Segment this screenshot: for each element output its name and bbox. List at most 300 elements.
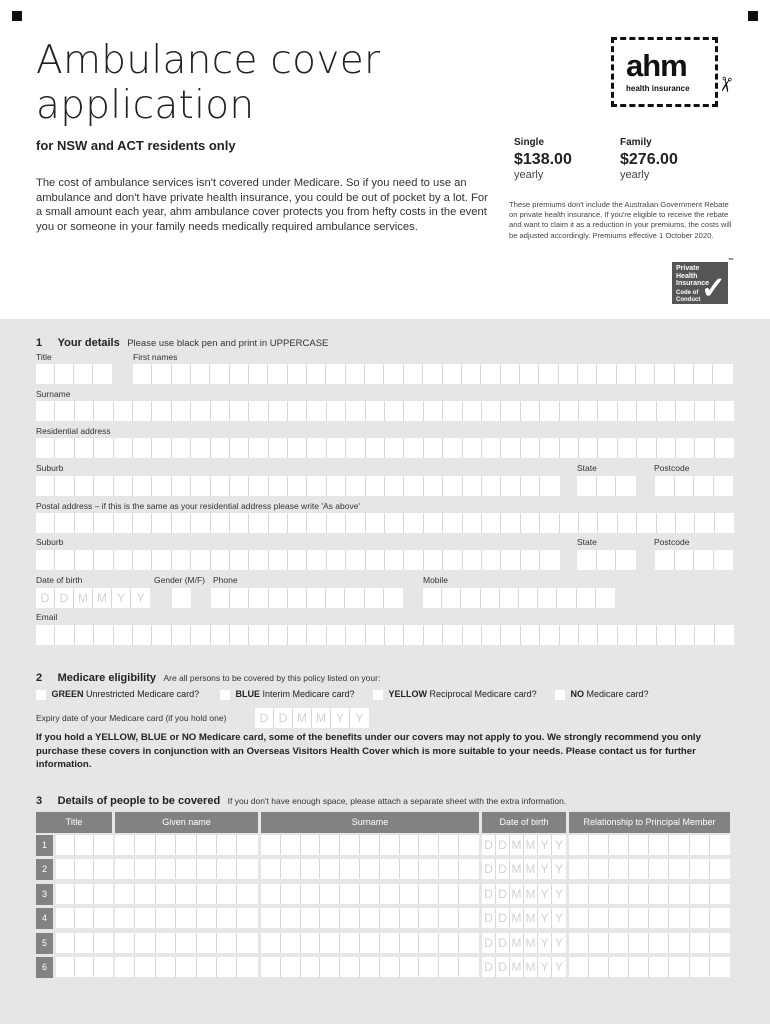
char-box[interactable] (676, 513, 695, 533)
char-box[interactable] (307, 364, 326, 384)
char-box[interactable] (94, 957, 113, 977)
char-box[interactable] (459, 908, 479, 928)
char-box[interactable] (690, 908, 710, 928)
char-box[interactable] (366, 513, 385, 533)
char-box[interactable] (404, 625, 423, 645)
char-box[interactable] (156, 933, 176, 953)
char-box[interactable] (346, 438, 365, 458)
char-box[interactable] (690, 957, 710, 977)
char-box[interactable] (419, 884, 439, 904)
char-box[interactable] (56, 933, 75, 953)
char-box[interactable]: D (496, 835, 510, 855)
char-box[interactable] (133, 401, 152, 421)
char-box[interactable] (617, 364, 636, 384)
char-box[interactable] (569, 933, 589, 953)
char-box[interactable] (237, 957, 257, 977)
postcode-field[interactable] (655, 476, 733, 496)
char-box[interactable] (55, 401, 74, 421)
char-box[interactable] (459, 933, 479, 953)
char-box[interactable] (713, 364, 732, 384)
char-box[interactable] (75, 933, 94, 953)
char-box[interactable] (197, 933, 217, 953)
char-box[interactable]: M (524, 884, 538, 904)
char-box[interactable] (288, 401, 307, 421)
char-box[interactable]: D (482, 835, 496, 855)
char-box[interactable]: Y (552, 957, 566, 977)
medicare-option-none[interactable] (555, 689, 649, 700)
medicare-option-green[interactable] (36, 689, 199, 700)
title-field[interactable] (36, 364, 112, 384)
char-box[interactable] (261, 859, 281, 879)
char-box[interactable] (326, 588, 345, 608)
char-box[interactable] (366, 476, 385, 496)
char-box[interactable] (269, 438, 288, 458)
char-box[interactable]: M (524, 908, 538, 928)
char-box[interactable] (462, 364, 481, 384)
char-box[interactable] (629, 933, 649, 953)
char-box[interactable] (423, 364, 442, 384)
date-of-birth-field[interactable] (36, 588, 150, 608)
char-box[interactable] (340, 835, 360, 855)
char-box[interactable] (597, 550, 617, 570)
char-box[interactable]: M (93, 588, 112, 608)
char-box[interactable] (714, 476, 734, 496)
char-box[interactable] (172, 625, 191, 645)
char-box[interactable] (618, 625, 637, 645)
char-box[interactable] (217, 908, 237, 928)
char-box[interactable] (249, 438, 268, 458)
char-box[interactable] (269, 401, 288, 421)
char-box[interactable] (597, 476, 617, 496)
char-box[interactable] (424, 476, 443, 496)
char-box[interactable] (36, 550, 55, 570)
char-box[interactable] (288, 588, 307, 608)
char-box[interactable] (649, 835, 669, 855)
char-box[interactable] (715, 625, 734, 645)
char-box[interactable] (94, 476, 113, 496)
char-box[interactable] (609, 884, 629, 904)
char-box[interactable] (230, 625, 249, 645)
char-box[interactable] (569, 884, 589, 904)
person-date-of-birth-field[interactable] (482, 859, 566, 879)
char-box[interactable]: Y (552, 884, 566, 904)
char-box[interactable] (237, 908, 257, 928)
mobile-field[interactable] (423, 588, 615, 608)
email-field[interactable] (36, 625, 734, 645)
char-box[interactable]: D (482, 957, 496, 977)
char-box[interactable] (481, 364, 500, 384)
char-box[interactable] (501, 550, 520, 570)
char-box[interactable] (197, 835, 217, 855)
char-box[interactable] (114, 476, 133, 496)
char-box[interactable] (424, 550, 443, 570)
char-box[interactable] (114, 438, 133, 458)
char-box[interactable] (461, 588, 480, 608)
char-box[interactable] (598, 438, 617, 458)
char-box[interactable] (501, 513, 520, 533)
char-box[interactable] (94, 835, 113, 855)
char-box[interactable] (288, 550, 307, 570)
char-box[interactable] (56, 884, 75, 904)
char-box[interactable] (443, 364, 462, 384)
char-box[interactable] (501, 438, 520, 458)
char-box[interactable] (211, 588, 230, 608)
char-box[interactable] (307, 588, 326, 608)
char-box[interactable] (133, 476, 152, 496)
char-box[interactable] (176, 859, 196, 879)
char-box[interactable]: D (36, 588, 55, 608)
char-box[interactable] (301, 908, 321, 928)
char-box[interactable] (307, 438, 326, 458)
char-box[interactable] (152, 550, 171, 570)
char-box[interactable] (366, 550, 385, 570)
char-box[interactable] (380, 957, 400, 977)
char-box[interactable]: M (524, 835, 538, 855)
char-box[interactable] (629, 859, 649, 879)
char-box[interactable] (230, 550, 249, 570)
char-box[interactable] (560, 401, 579, 421)
char-box[interactable] (55, 550, 74, 570)
char-box[interactable] (443, 513, 462, 533)
char-box[interactable] (616, 550, 636, 570)
person-surname-field[interactable] (261, 859, 479, 879)
char-box[interactable] (152, 364, 171, 384)
char-box[interactable]: M (510, 884, 524, 904)
char-box[interactable] (400, 859, 420, 879)
char-box[interactable] (521, 401, 540, 421)
char-box[interactable] (675, 364, 694, 384)
char-box[interactable] (423, 588, 442, 608)
char-box[interactable] (320, 835, 340, 855)
char-box[interactable] (521, 476, 540, 496)
char-box[interactable] (400, 933, 420, 953)
char-box[interactable] (288, 625, 307, 645)
char-box[interactable] (93, 364, 112, 384)
char-box[interactable] (114, 401, 133, 421)
char-box[interactable] (380, 884, 400, 904)
char-box[interactable] (404, 550, 423, 570)
char-box[interactable] (618, 513, 637, 533)
char-box[interactable] (540, 401, 559, 421)
char-box[interactable] (152, 476, 171, 496)
person-given-name-field[interactable] (115, 835, 258, 855)
char-box[interactable] (657, 401, 676, 421)
char-box[interactable] (443, 438, 462, 458)
char-box[interactable] (695, 625, 714, 645)
char-box[interactable] (463, 513, 482, 533)
char-box[interactable] (320, 957, 340, 977)
char-box[interactable]: Y (538, 908, 552, 928)
char-box[interactable] (598, 401, 617, 421)
char-box[interactable] (443, 401, 462, 421)
char-box[interactable] (55, 438, 74, 458)
char-box[interactable] (115, 859, 135, 879)
char-box[interactable]: Y (538, 933, 552, 953)
char-box[interactable]: Y (552, 835, 566, 855)
char-box[interactable] (404, 401, 423, 421)
char-box[interactable] (360, 859, 380, 879)
char-box[interactable] (281, 908, 301, 928)
char-box[interactable] (320, 908, 340, 928)
char-box[interactable] (191, 364, 210, 384)
char-box[interactable] (695, 438, 714, 458)
char-box[interactable] (115, 957, 135, 977)
char-box[interactable] (569, 908, 589, 928)
char-box[interactable] (307, 625, 326, 645)
char-box[interactable] (521, 513, 540, 533)
char-box[interactable] (237, 835, 257, 855)
char-box[interactable] (94, 859, 113, 879)
char-box[interactable] (301, 859, 321, 879)
char-box[interactable] (94, 884, 113, 904)
char-box[interactable] (404, 513, 423, 533)
checkbox[interactable] (555, 690, 565, 700)
char-box[interactable] (540, 513, 559, 533)
gender-field[interactable] (172, 588, 191, 608)
char-box[interactable] (618, 438, 637, 458)
person-title-field[interactable] (56, 835, 113, 855)
char-box[interactable] (609, 957, 629, 977)
char-box[interactable] (424, 513, 443, 533)
char-box[interactable] (482, 550, 501, 570)
char-box[interactable] (346, 476, 365, 496)
person-surname-field[interactable] (261, 957, 479, 977)
char-box[interactable] (540, 476, 559, 496)
char-box[interactable] (217, 933, 237, 953)
char-box[interactable]: Y (112, 588, 131, 608)
char-box[interactable] (340, 859, 360, 879)
char-box[interactable] (598, 513, 617, 533)
char-box[interactable] (366, 438, 385, 458)
state-field[interactable] (577, 476, 636, 496)
char-box[interactable]: M (510, 957, 524, 977)
char-box[interactable] (424, 438, 443, 458)
char-box[interactable] (655, 476, 675, 496)
char-box[interactable] (327, 401, 346, 421)
char-box[interactable] (172, 364, 191, 384)
person-given-name-field[interactable] (115, 884, 258, 904)
char-box[interactable] (172, 588, 191, 608)
char-box[interactable] (482, 476, 501, 496)
char-box[interactable] (133, 438, 152, 458)
char-box[interactable] (695, 513, 714, 533)
char-box[interactable] (589, 933, 609, 953)
char-box[interactable] (710, 908, 730, 928)
char-box[interactable] (115, 835, 135, 855)
char-box[interactable] (609, 835, 629, 855)
char-box[interactable] (637, 438, 656, 458)
person-title-field[interactable] (56, 957, 113, 977)
char-box[interactable]: M (510, 933, 524, 953)
char-box[interactable] (230, 401, 249, 421)
char-box[interactable] (94, 401, 113, 421)
char-box[interactable] (439, 835, 459, 855)
char-box[interactable] (360, 908, 380, 928)
char-box[interactable] (482, 625, 501, 645)
char-box[interactable] (288, 513, 307, 533)
person-date-of-birth-field[interactable] (482, 908, 566, 928)
person-relationship-field[interactable] (569, 908, 730, 928)
char-box[interactable] (346, 550, 365, 570)
char-box[interactable]: D (496, 957, 510, 977)
char-box[interactable] (191, 513, 210, 533)
char-box[interactable]: D (255, 708, 274, 728)
char-box[interactable] (281, 933, 301, 953)
char-box[interactable] (385, 476, 404, 496)
char-box[interactable] (55, 476, 74, 496)
person-surname-field[interactable] (261, 908, 479, 928)
char-box[interactable] (598, 625, 617, 645)
char-box[interactable] (56, 908, 75, 928)
char-box[interactable] (94, 513, 113, 533)
char-box[interactable]: D (482, 933, 496, 953)
char-box[interactable] (676, 401, 695, 421)
char-box[interactable] (249, 476, 268, 496)
medicare-expiry-field[interactable] (255, 708, 369, 728)
char-box[interactable] (346, 513, 365, 533)
char-box[interactable]: Y (538, 884, 552, 904)
char-box[interactable] (360, 835, 380, 855)
char-box[interactable] (249, 513, 268, 533)
char-box[interactable] (56, 859, 75, 879)
char-box[interactable] (261, 884, 281, 904)
char-box[interactable] (649, 859, 669, 879)
char-box[interactable] (281, 957, 301, 977)
person-title-field[interactable] (56, 908, 113, 928)
char-box[interactable] (560, 513, 579, 533)
char-box[interactable] (75, 550, 94, 570)
char-box[interactable] (197, 884, 217, 904)
char-box[interactable] (657, 513, 676, 533)
person-given-name-field[interactable] (115, 933, 258, 953)
char-box[interactable] (439, 884, 459, 904)
char-box[interactable] (230, 438, 249, 458)
char-box[interactable] (714, 550, 734, 570)
char-box[interactable]: M (510, 859, 524, 879)
char-box[interactable] (230, 364, 249, 384)
char-box[interactable] (589, 835, 609, 855)
char-box[interactable]: M (510, 835, 524, 855)
char-box[interactable] (669, 859, 689, 879)
char-box[interactable] (156, 835, 176, 855)
char-box[interactable] (419, 933, 439, 953)
char-box[interactable] (301, 933, 321, 953)
char-box[interactable] (649, 933, 669, 953)
char-box[interactable]: M (510, 908, 524, 928)
char-box[interactable] (385, 550, 404, 570)
char-box[interactable] (115, 908, 135, 928)
char-box[interactable] (301, 835, 321, 855)
char-box[interactable] (288, 476, 307, 496)
person-date-of-birth-field[interactable] (482, 835, 566, 855)
char-box[interactable] (715, 401, 734, 421)
char-box[interactable]: D (482, 908, 496, 928)
char-box[interactable] (217, 957, 237, 977)
char-box[interactable] (75, 476, 94, 496)
char-box[interactable] (152, 625, 171, 645)
char-box[interactable] (133, 513, 152, 533)
char-box[interactable] (191, 625, 210, 645)
char-box[interactable] (520, 364, 539, 384)
char-box[interactable] (589, 908, 609, 928)
char-box[interactable] (695, 401, 714, 421)
char-box[interactable] (346, 625, 365, 645)
char-box[interactable] (340, 957, 360, 977)
char-box[interactable] (75, 957, 94, 977)
char-box[interactable] (710, 957, 730, 977)
char-box[interactable] (690, 884, 710, 904)
char-box[interactable] (385, 513, 404, 533)
person-relationship-field[interactable] (569, 957, 730, 977)
char-box[interactable] (385, 438, 404, 458)
char-box[interactable] (152, 401, 171, 421)
char-box[interactable] (191, 438, 210, 458)
char-box[interactable] (439, 933, 459, 953)
char-box[interactable] (288, 364, 307, 384)
char-box[interactable] (404, 476, 423, 496)
char-box[interactable] (261, 835, 281, 855)
char-box[interactable] (657, 438, 676, 458)
char-box[interactable] (675, 476, 695, 496)
char-box[interactable] (320, 933, 340, 953)
char-box[interactable] (715, 438, 734, 458)
char-box[interactable] (94, 438, 113, 458)
char-box[interactable] (439, 957, 459, 977)
char-box[interactable] (346, 401, 365, 421)
char-box[interactable] (327, 476, 346, 496)
person-relationship-field[interactable] (569, 884, 730, 904)
char-box[interactable] (36, 476, 55, 496)
postal-state-field[interactable] (577, 550, 636, 570)
char-box[interactable] (360, 957, 380, 977)
char-box[interactable] (694, 476, 714, 496)
char-box[interactable] (579, 625, 598, 645)
char-box[interactable] (577, 550, 597, 570)
char-box[interactable] (55, 364, 74, 384)
char-box[interactable] (75, 513, 94, 533)
char-box[interactable] (380, 908, 400, 928)
char-box[interactable] (249, 625, 268, 645)
char-box[interactable] (114, 625, 133, 645)
char-box[interactable] (307, 550, 326, 570)
char-box[interactable] (560, 438, 579, 458)
char-box[interactable] (176, 835, 196, 855)
char-box[interactable] (657, 625, 676, 645)
char-box[interactable]: D (55, 588, 74, 608)
char-box[interactable] (501, 401, 520, 421)
char-box[interactable] (249, 364, 268, 384)
char-box[interactable] (94, 908, 113, 928)
char-box[interactable] (400, 908, 420, 928)
char-box[interactable] (307, 476, 326, 496)
char-box[interactable] (75, 859, 94, 879)
char-box[interactable] (135, 957, 155, 977)
char-box[interactable]: M (524, 957, 538, 977)
checkbox[interactable] (36, 690, 46, 700)
char-box[interactable] (115, 933, 135, 953)
char-box[interactable] (649, 908, 669, 928)
char-box[interactable] (459, 884, 479, 904)
char-box[interactable] (384, 588, 403, 608)
char-box[interactable] (404, 364, 423, 384)
person-date-of-birth-field[interactable] (482, 884, 566, 904)
char-box[interactable] (94, 550, 113, 570)
char-box[interactable] (710, 933, 730, 953)
char-box[interactable]: M (293, 708, 312, 728)
char-box[interactable] (269, 476, 288, 496)
char-box[interactable] (443, 476, 462, 496)
char-box[interactable]: Y (538, 957, 552, 977)
